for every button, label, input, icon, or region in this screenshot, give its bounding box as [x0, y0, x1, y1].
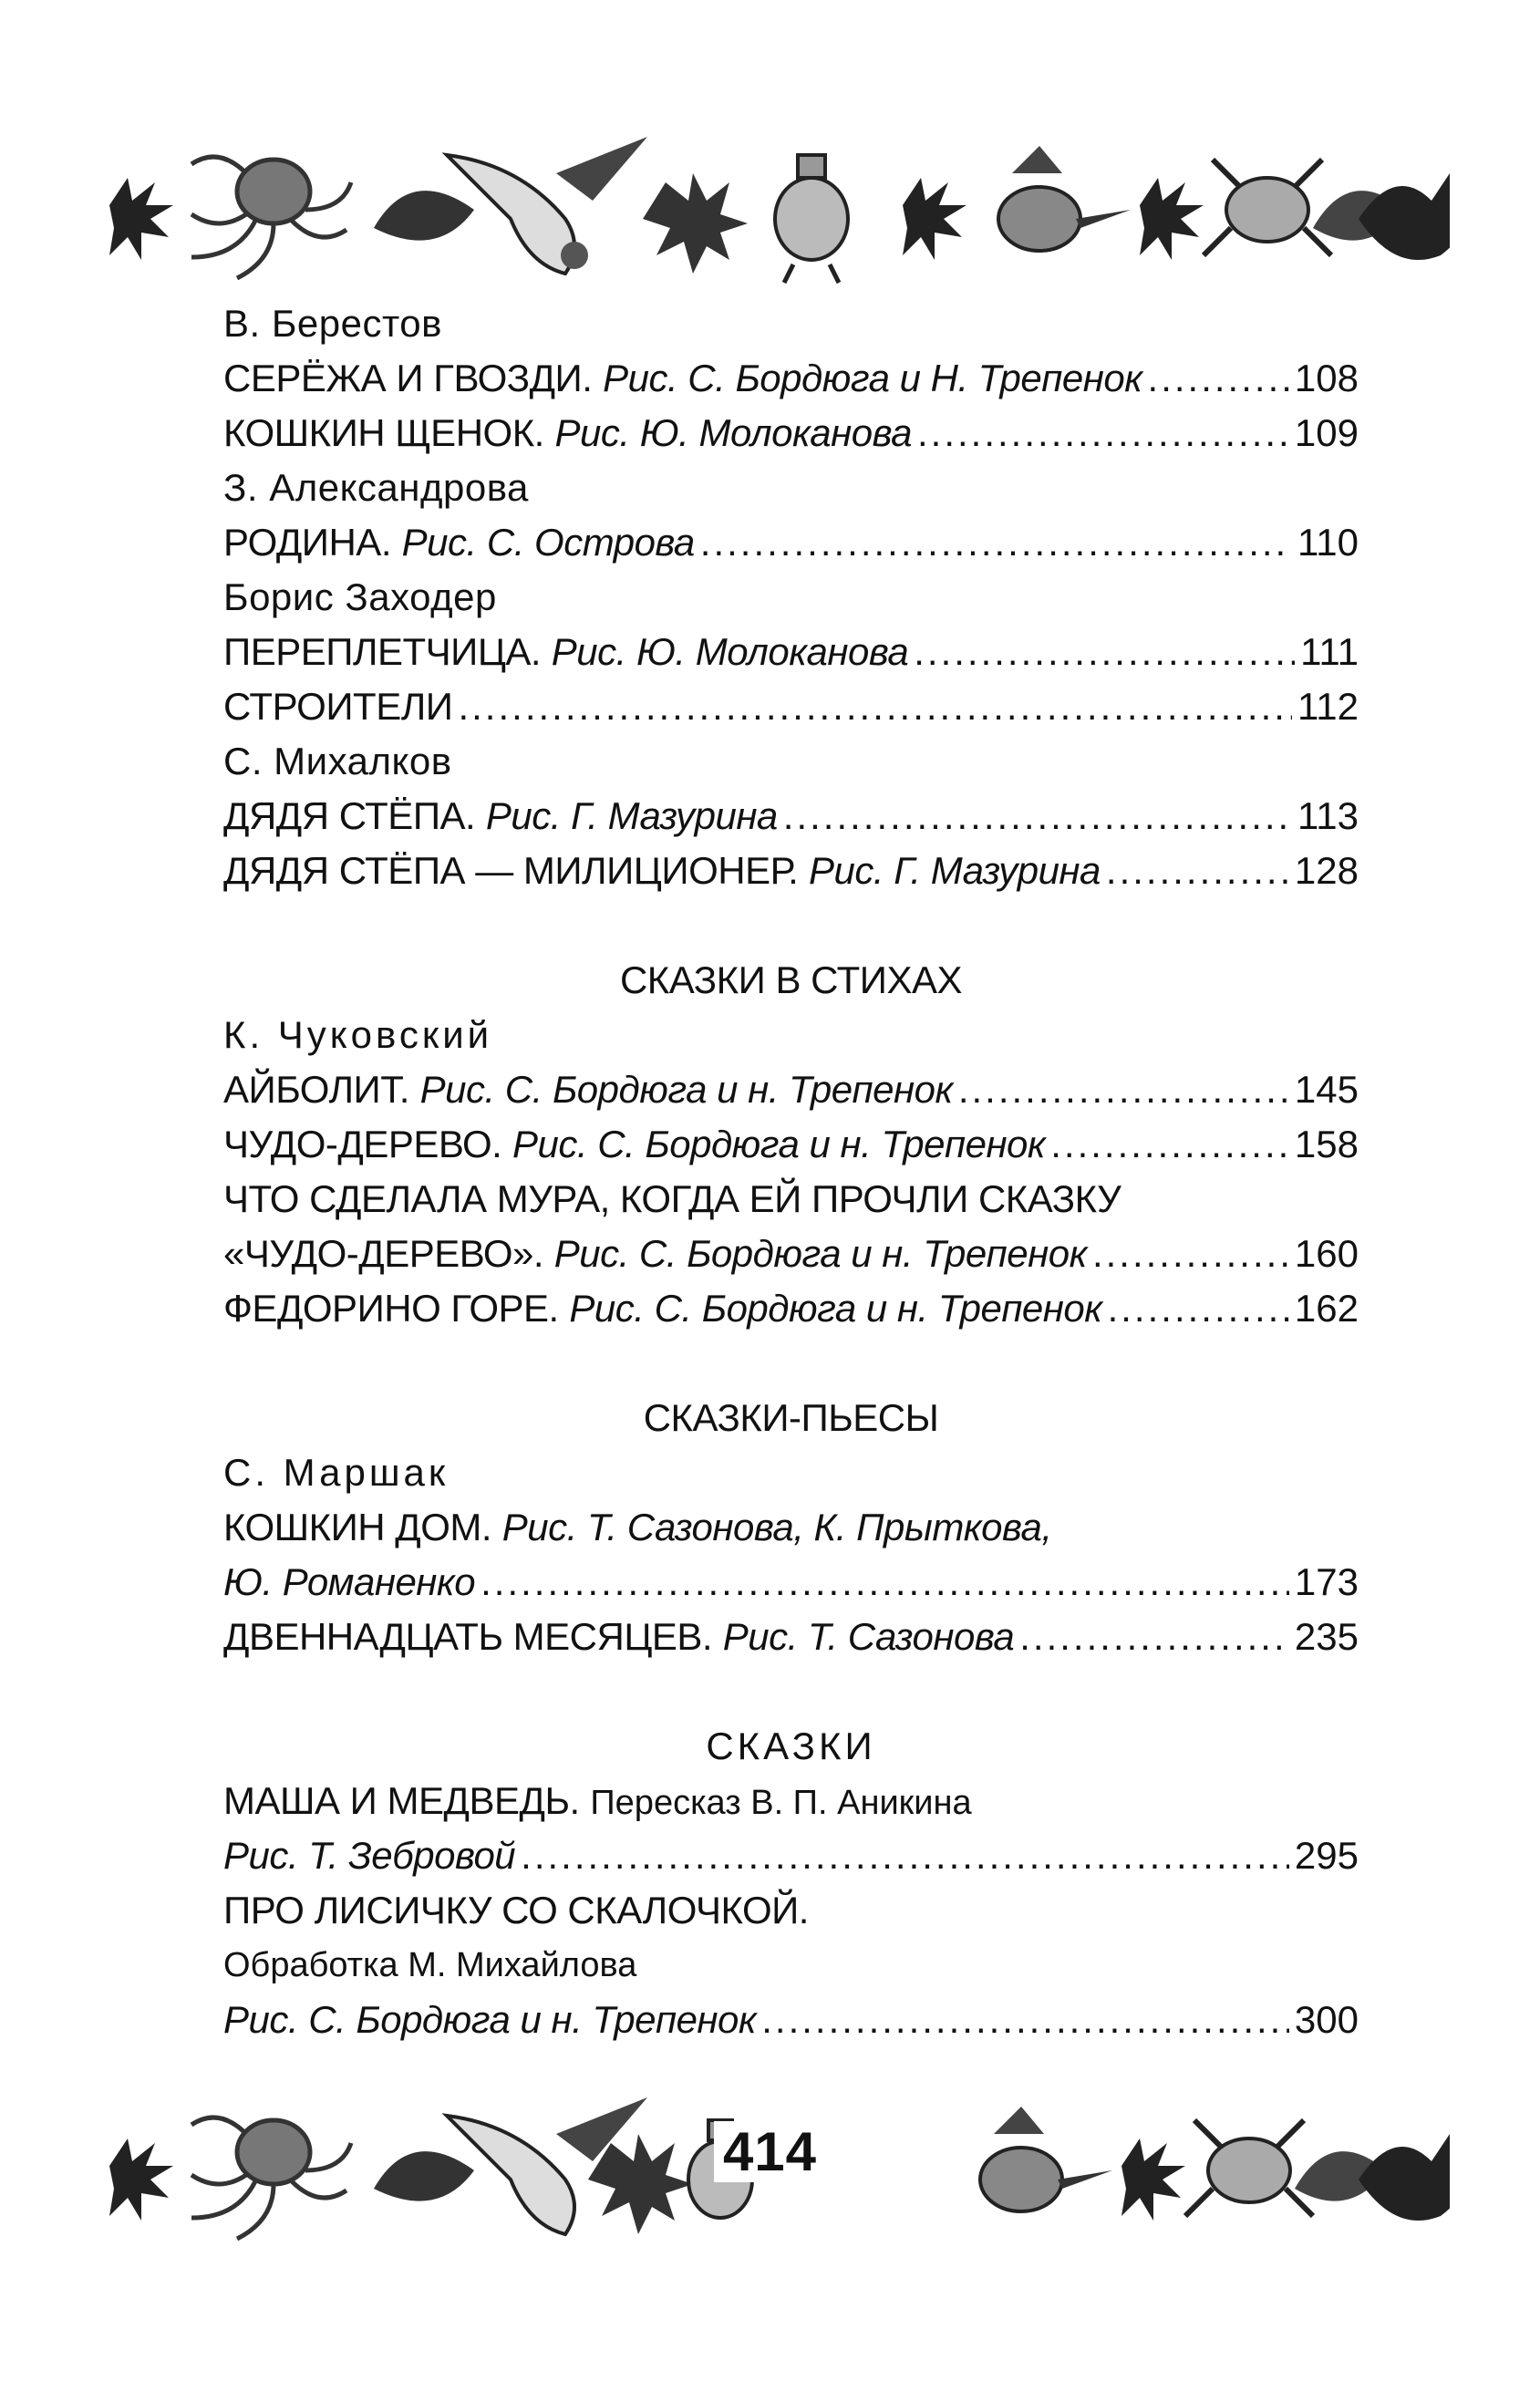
section-heading: СКАЗКИ-ПЬЕСЫ [643, 1396, 939, 1439]
entry-illustrator: Рис. С. Бордюга и Н. Трепенок [603, 357, 1142, 399]
entry-illustrator: Рис. С. Бордюга и н. Трепенок [553, 1232, 1087, 1275]
toc-entry[interactable] [223, 1281, 1359, 1336]
dot-leader [1092, 1227, 1289, 1281]
entry-title: ДВЕННАДЦАТЬ МЕСЯЦЕВ. [223, 1615, 713, 1658]
bird-hat-icon [998, 146, 1131, 251]
entry-illustrator: Рис. Г. Мазурина [809, 849, 1101, 892]
entry-title: КОШКИН ДОМ. [223, 1506, 492, 1548]
entry-title: ДЯДЯ СТЁПА. [223, 794, 476, 837]
author-name: С. Маршак [223, 1451, 450, 1494]
bird-seagull-icon [447, 137, 647, 274]
toc-entry[interactable] [223, 351, 1359, 406]
toc-entry[interactable] [223, 1828, 1359, 1883]
entry-page-number: 112 [1297, 685, 1359, 728]
toc-entry[interactable] [223, 679, 1359, 734]
entry-page-number: 300 [1294, 1998, 1359, 2041]
entry-title: РОДИНА. [223, 521, 391, 564]
toc-entry[interactable] [223, 789, 1359, 844]
entry-title: МАША И МЕДВЕДЬ. [223, 1779, 580, 1822]
entry-title: СТРОИТЕЛИ [223, 685, 453, 728]
dot-leader [914, 625, 1295, 679]
maple-leaf-icon [903, 178, 966, 260]
table-of-contents [223, 296, 1359, 2047]
toc-entry[interactable] [223, 844, 1359, 898]
section-heading: СКАЗКИ В СТИХАХ [619, 958, 963, 1001]
toc-entry[interactable] [223, 625, 1359, 679]
entry-illustrator: Рис. Т. Сазонова, К. Прыткова, [501, 1506, 1052, 1548]
maple-leaf-icon [643, 173, 748, 274]
octopus-icon [191, 157, 351, 278]
entry-illustrator: Рис. С. Бордюга и н. Трепенок [223, 1998, 757, 2041]
entry-page-number: 128 [1294, 849, 1359, 892]
samovar-icon [775, 155, 848, 283]
toc-entry[interactable] [223, 515, 1359, 570]
toc-entry[interactable] [223, 1062, 1359, 1117]
entry-illustrator: Рис. С. Бордюга и н. Трепенок [569, 1287, 1102, 1330]
dot-leader [761, 1993, 1289, 2047]
entry-illustrator: Рис. С. Острова [401, 521, 695, 564]
entry-title: ЧУДО-ДЕРЕВО. [223, 1123, 502, 1165]
toc-entry[interactable] [223, 1610, 1359, 1664]
toc-entry[interactable] [223, 1993, 1359, 2047]
entry-title-line[interactable]: ПРО ЛИСИЧКУ СО СКАЛОЧКОЙ. [223, 1889, 809, 1931]
entry-illustrator: Рис. Ю. Молоканова [554, 411, 912, 454]
entry-page-number: 235 [1294, 1615, 1359, 1658]
entry-title: ФЕДОРИНО ГОРЕ. [223, 1287, 559, 1330]
entry-illustrator: Рис. Т. Зебровой [223, 1834, 516, 1877]
entry-title-line[interactable]: ЧТО СДЕЛАЛА МУРА, КОГДА ЕЙ ПРОЧЛИ СКАЗКУ [223, 1177, 1121, 1220]
entry-page-number: 173 [1294, 1560, 1359, 1603]
dot-leader [1106, 844, 1289, 898]
dot-leader [958, 1062, 1289, 1117]
entry-illustrator: Рис. Г. Мазурина [485, 794, 778, 837]
author-name: В. Берестов [223, 302, 442, 345]
page-number [0, 2120, 1540, 2183]
dot-leader [521, 1828, 1289, 1883]
leaf-icon [374, 191, 474, 240]
entry-page-number: 158 [1294, 1123, 1359, 1165]
dot-leader [1019, 1610, 1289, 1664]
dot-leader [783, 789, 1292, 844]
toc-entry[interactable] [223, 1500, 1359, 1555]
toc-entry[interactable] [223, 1555, 1359, 1610]
maple-leaf-icon [109, 178, 173, 260]
entry-page-number: 108 [1294, 357, 1359, 399]
ornament-illustration [100, 119, 1450, 292]
entry-title: ДЯДЯ СТЁПА — МИЛИЦИОНЕР. [223, 849, 799, 892]
entry-illustrator: Рис. Ю. Молоканова [551, 630, 909, 673]
entry-page-number: 109 [1294, 411, 1359, 454]
entry-title: КОШКИН ЩЕНОК. [223, 411, 544, 454]
toc-entry[interactable] [223, 406, 1359, 461]
dog-icon [1359, 173, 1450, 260]
toc-entry[interactable] [223, 1117, 1359, 1172]
author-name: З. Александрова [223, 466, 529, 509]
entry-page-number: 145 [1294, 1068, 1359, 1111]
entry-page-number: 113 [1297, 794, 1359, 837]
maple-leaf-icon [1140, 178, 1204, 260]
entry-adaptation: Обработка М. Михайлова [223, 1946, 637, 1984]
page-number-text: 414 [714, 2121, 826, 2182]
toc-entry[interactable] [223, 1227, 1359, 1281]
dot-leader [700, 515, 1292, 570]
dot-leader [1148, 351, 1289, 406]
entry-illustrator: Ю. Романенко [223, 1560, 476, 1603]
entry-title: СЕРЁЖА И ГВОЗДИ. [223, 357, 593, 399]
entry-title: АЙБОЛИТ. [223, 1068, 409, 1111]
entry-title: ПЕРЕПЛЕТЧИЦА. [223, 630, 542, 673]
dot-leader [481, 1555, 1289, 1610]
entry-page-number: 110 [1297, 521, 1359, 564]
dot-leader [458, 679, 1292, 734]
author-name: С. Михалков [223, 740, 452, 782]
toc-entry[interactable] [223, 1774, 1359, 1828]
entry-page-number: 295 [1294, 1834, 1359, 1877]
author-name: Борис Заходер [223, 575, 497, 618]
top-ornament-border [100, 119, 1450, 292]
section-heading: СКАЗКИ [706, 1724, 876, 1767]
entry-retold-by: Пересказ В. П. Аникина [590, 1784, 972, 1822]
entry-page-number: 160 [1294, 1232, 1359, 1275]
entry-title: «ЧУДО-ДЕРЕВО». [223, 1232, 544, 1275]
entry-illustrator: Рис. Т. Сазонова [722, 1615, 1015, 1658]
dot-leader [1050, 1117, 1289, 1172]
author-name: К. Чуковский [223, 1013, 493, 1056]
entry-illustrator: Рис. С. Бордюга и н. Трепенок [419, 1068, 953, 1111]
entry-page-number: 111 [1300, 630, 1359, 673]
frog-icon [1204, 160, 1331, 255]
entry-illustrator: Рис. С. Бордюга и н. Трепенок [512, 1123, 1046, 1165]
dot-leader [1108, 1281, 1289, 1336]
dot-leader [917, 406, 1289, 461]
entry-page-number: 162 [1294, 1287, 1359, 1330]
